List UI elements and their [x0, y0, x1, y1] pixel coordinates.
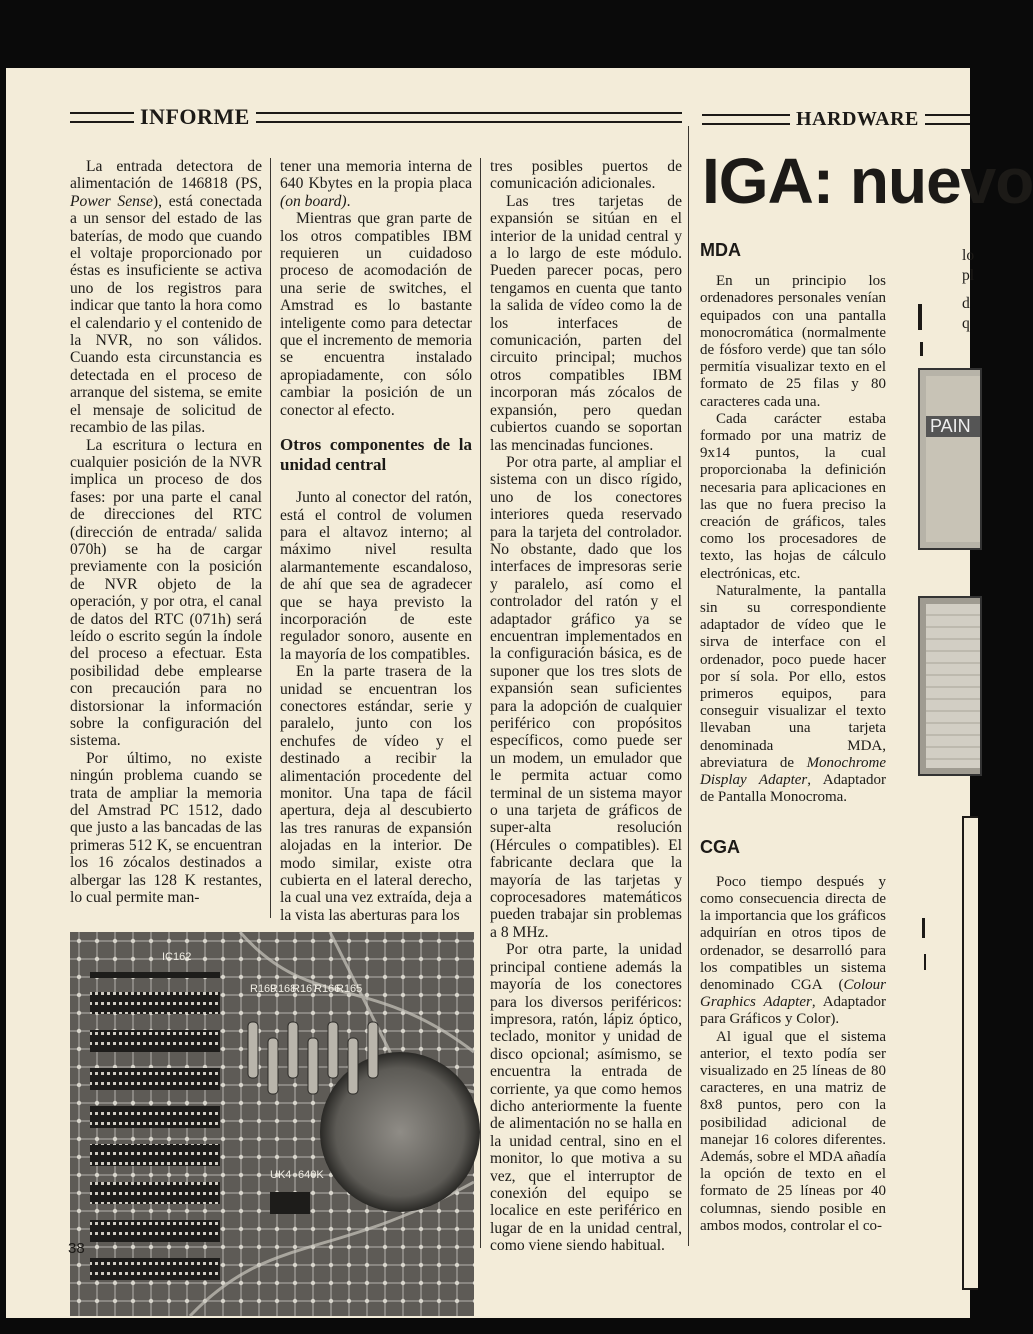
section-label: HARDWARE	[796, 108, 919, 130]
magazine-page	[6, 68, 1033, 1318]
memory-chip	[90, 1030, 220, 1052]
header-rule	[702, 114, 790, 125]
column-divider	[270, 158, 271, 918]
circuit-board-photo	[70, 932, 474, 1316]
memory-chip	[90, 1068, 220, 1090]
screenshot-thumbnail	[918, 596, 982, 776]
memory-chip	[90, 992, 220, 1014]
paragraph: Cada carácter estaba formado por una matriz de 9x14 puntos, la cual proporcionaba la definición necesaria para aplicaciones en las que no fuera preciso la creación de gráficos, tales como los procesadores de texto, las hojas de cálculo electrónicas, etc.	[700, 410, 886, 582]
margin-mark	[918, 304, 922, 330]
paragraph: La entrada detectora de alimentación de 146818 (PS, Power Sense), está conectada a un sensor del estado de las baterías, de modo que cuando el voltaje proporcionado por éstas es insuficiente se activa uno de los registros para indicar que tanto la hora como el calendario y el contenido de la NVR, no son válidos. Cuando esta circunstancia es detectada en el proceso de arranque del sistema, se emite el mensaje de solicitud de recambio de las pilas.	[70, 158, 262, 437]
resistor	[288, 1022, 298, 1078]
thumbnail-label: PAIN	[926, 416, 980, 437]
margin-mark	[924, 954, 926, 970]
paragraph: Por último, no existe ningún problema cuando se trata de ampliar la memoria del Amstrad PC 1512, dado que justo a las bancadas de las primeras 512 K, se encuentran los 16 zócalos destinados a albergar las 128 K restantes, lo cual permite man-	[70, 749, 262, 907]
circuit-board-image	[70, 932, 474, 1316]
article-headline: IGA: nuevo	[702, 145, 1033, 217]
section-label: INFORME	[140, 104, 250, 129]
cga-heading: CGA	[700, 836, 740, 857]
memory-chip	[90, 1182, 220, 1204]
column-3	[490, 158, 682, 1255]
resistor	[268, 1038, 278, 1094]
header-rule	[256, 112, 682, 123]
paragraph: Las tres tarjetas de expansión se sitúan en el interior de la unidad central y a lo largo de este módulo. Pueden parecer pocas, pero tengamos en cuenta que tanto la salida de vídeo como la de los interfaces de comunicación, parten del circuito principal; muchos otros compatibles IBM incorporan más zócalos de expansión, pero quedan cubiertos cuando se soportan las mencinadas funciones.	[490, 192, 682, 454]
sidebar-box	[962, 816, 978, 1290]
paragraph: tener una memoria interna de 640 Kbytes en la propia placa (on board).	[280, 158, 472, 210]
subsection-heading: Otros componentes de la unidad central	[280, 435, 472, 475]
column-2	[280, 158, 472, 924]
column-divider	[688, 126, 689, 1246]
mda-heading: MDA	[700, 240, 741, 260]
memory-chip	[90, 1258, 220, 1280]
page-number: 38	[68, 1240, 85, 1257]
paragraph: Poco tiempo después y como consecuencia directa de la importancia que los gráficos adquirían en otros tipos de ordenador, se desarrolló para los compatibles un sistema denominado CGA (Colour Graphics Adapter, Adaptador para Gráficos y Color).	[700, 873, 886, 1028]
paragraph: Por otra parte, la unidad principal contiene además la mayoría de los conectores para los diversos periféricos: impresora, ratón, lápiz óptico, teclado, monitor y unidad de disco opcional; asímismo, se encuentra la entrada de corriente, ya que como hemos dicho anteriormente la fuente de alimentación no se halla en la unidad central, sino en el monitor, lo que motiva a su vez, que el interruptor de conexión del equipo se localice en este periférico en lugar de en la unidad central, como viene siendo habitual.	[490, 941, 682, 1255]
paragraph: Mientras que gran parte de los otros compatibles IBM requieren un cuidadoso proceso de acomodación de una serie de switches, el Amstrad es lo bastante inteligente como para detectar que el incremento de memoria se encuentra instalado apropiadamente, con sólo cambiar la posición de un conector al efecto.	[280, 210, 472, 419]
margin-mark	[920, 342, 923, 356]
header-informe	[70, 104, 682, 130]
header-rule	[925, 114, 970, 125]
resistor	[348, 1038, 358, 1094]
memory-chip	[90, 1220, 220, 1242]
resistor	[328, 1022, 338, 1078]
paragraph: Por otra parte, al ampliar el sistema con un disco rígido, uno de los conectores interiores queda reservado para la tarjeta del controlador. No obstante, dado que los interfaces de impresoras serie y paralelo, así como el controlador del ratón y el adaptador gráfico ya se encuentran implementados en la configuración básica, es de suponer que los tres slots de expansión sean suficientes para la adopción de cualquier periférico con propósitos específicos, como puede ser un modem, un emulador que le permita actuar como terminal de un sistema mayor o una tarjeta de gráficos de super-alta resolución (Hércules o compatibles). El fabricante declara que la mayoría de las tarjetas y coprocesadores matemáticos pueden trabajar sin problemas a 8 MHz.	[490, 453, 682, 941]
memory-chip	[90, 1144, 220, 1166]
resistor	[248, 1022, 258, 1078]
screenshot-thumbnail	[918, 368, 982, 550]
column-divider	[480, 158, 481, 1248]
cga-section	[700, 874, 886, 1235]
memory-chip	[90, 1106, 220, 1128]
paragraph: Junto al conector del ratón, está el control de volumen para el altavoz interno; al máximo nivel resulta alarmantemente escandaloso, de ahí que sea de agradecer que se haya previsto la incorporación de este regulador sonoro, ausente en la mayoría de los compatibles.	[280, 489, 472, 663]
column-4	[700, 242, 886, 1235]
paragraph: En la parte trasera de la unidad se encuentran los conectores estándar, serie y paralelo, junto con los enchufes de vídeo y el destinado a recibir la alimentación procedente del monitor. Una tapa de fácil apertura, deja al descubierto las tres ranuras de expansión alojadas en la interior. De modo similar, existe otra cubierta en el lateral derecho, la cual una vez extraída, deja a la vista las aberturas para los	[280, 663, 472, 924]
clipped-column-text: lo pl d q	[962, 247, 975, 332]
column-1	[70, 158, 262, 906]
header-hardware	[702, 108, 970, 131]
resistor	[368, 1022, 378, 1078]
paragraph: En un principio los ordenadores personales venían equipados con una pantalla monocromática (normalmente de fósforo verde) que tan sólo permitía visualizar texto en el formato de 25 filas y 80 caracteres cada una.	[700, 273, 886, 410]
header-rule	[70, 112, 134, 123]
component-labels: R169R168R167R166R165IC162UK4 640K	[162, 951, 363, 1181]
paragraph: Naturalmente, la pantalla sin su correspondiente adaptador de vídeo que le sirva de interface con el ordenador, poco puede hacer por sí sola. Por ello, estos primeros equipos, para conseguir visualizar el texto llevaban una tarjeta denominada MDA, abreviatura de Monochrome Display Adapter, Adaptador de Pantalla Monocroma.	[700, 582, 887, 806]
resistor	[308, 1038, 318, 1094]
paragraph: La escritura o lectura en cualquier posición de la NVR implica un proceso de dos fases: por una parte el canal de direcciones del RTC (dirección de entrada/ salida 070h) se ha de cargar previamente con la posición de NVR objeto de la operación, y por otra, el canal de datos del RTC (071h) será leído o escrito según la índole del proceso a efectuar. Esta posibilidad debe emplearse con precaución para no distorsionar la información sobre la configuración del sistema.	[70, 436, 262, 750]
margin-mark	[922, 918, 925, 938]
paragraph: Al igual que el sistema anterior, el texto podía ser visualizado en 25 líneas de 80 caracteres, en una matriz de 8x8 puntos, pero con la posibilidad adicional de manejar 16 colores diferentes. Además, sobre el MDA añadía la opción de texto en el formato de 25 líneas por 40 columnas, siendo posible en ambos modos, controlar el co-	[700, 1028, 886, 1234]
mda-section	[700, 273, 886, 806]
paragraph: tres posibles puertos de comunicación adicionales.	[490, 158, 682, 193]
